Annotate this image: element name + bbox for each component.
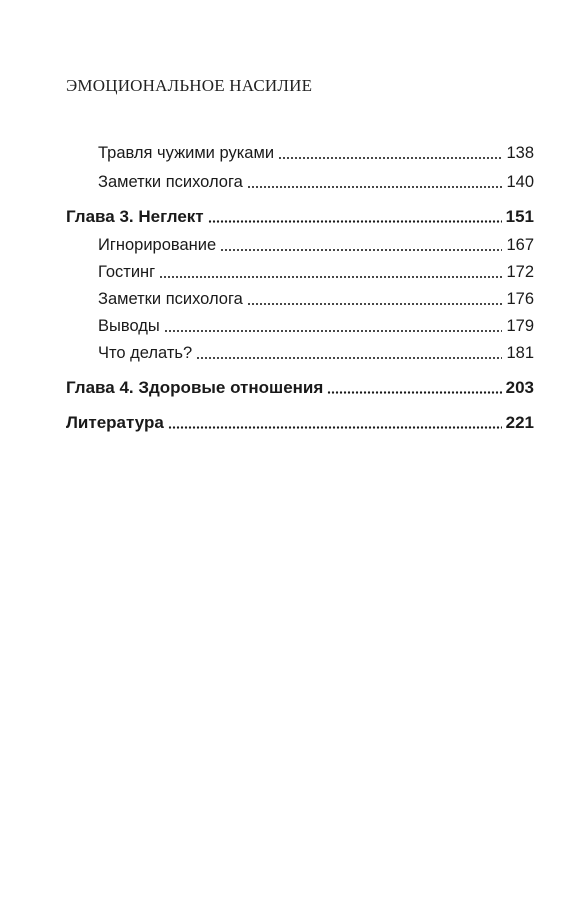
toc-entry[interactable] (98, 341, 534, 365)
toc-leader-dots (196, 357, 502, 359)
toc-leader-dots (220, 249, 502, 251)
toc-entry-page: 140 (506, 173, 534, 191)
toc-entry-page: 181 (506, 344, 534, 362)
toc-entry-title: Что делать? (98, 344, 193, 362)
toc-entry-page: 138 (506, 144, 534, 162)
toc-entry-page: 151 (505, 207, 534, 226)
toc-leader-dots (208, 220, 502, 223)
toc-entry-page: 176 (506, 290, 534, 308)
toc-entry-title: Гостинг (98, 263, 156, 281)
toc-leader-dots (278, 157, 502, 159)
toc-leader-dots (159, 276, 502, 278)
toc-leader-dots (164, 330, 503, 332)
toc-leader-dots (247, 303, 503, 305)
toc-chapter-entry[interactable] (66, 205, 534, 229)
toc-entry-page: 172 (506, 263, 534, 281)
toc-entry-page: 221 (505, 413, 534, 432)
toc-entry-title: Заметки психолога (98, 290, 243, 308)
toc-chapter-entry[interactable] (66, 411, 534, 435)
toc-leader-dots (247, 186, 503, 188)
toc-entry[interactable] (98, 287, 534, 311)
toc-entry-title: Выводы (98, 317, 160, 335)
toc-entry-page: 203 (505, 378, 534, 397)
toc-chapter-entry[interactable] (66, 376, 534, 400)
toc-entry-page: 167 (506, 236, 534, 254)
toc-entry[interactable] (98, 170, 534, 194)
toc-entry-title: Игнорирование (98, 236, 217, 254)
toc-entry[interactable] (98, 260, 534, 284)
toc-entry-title: Травля чужими руками (98, 144, 275, 162)
toc-entry-title: Заметки психолога (98, 173, 243, 191)
toc-entry[interactable] (98, 314, 534, 338)
toc-leader-dots (168, 426, 502, 429)
toc-entry-title: Глава 4. Здоровые отношения (66, 378, 324, 397)
toc-entry-title: Литература (66, 413, 164, 432)
toc-entry-title: Глава 3. Неглект (66, 207, 204, 226)
toc-entry[interactable] (98, 233, 534, 257)
toc-leader-dots (327, 391, 501, 394)
running-header: ЭМОЦИОНАЛЬНОЕ НАСИЛИЕ (66, 76, 313, 95)
toc-entry-page: 179 (506, 317, 534, 335)
toc-entry[interactable] (98, 141, 534, 165)
